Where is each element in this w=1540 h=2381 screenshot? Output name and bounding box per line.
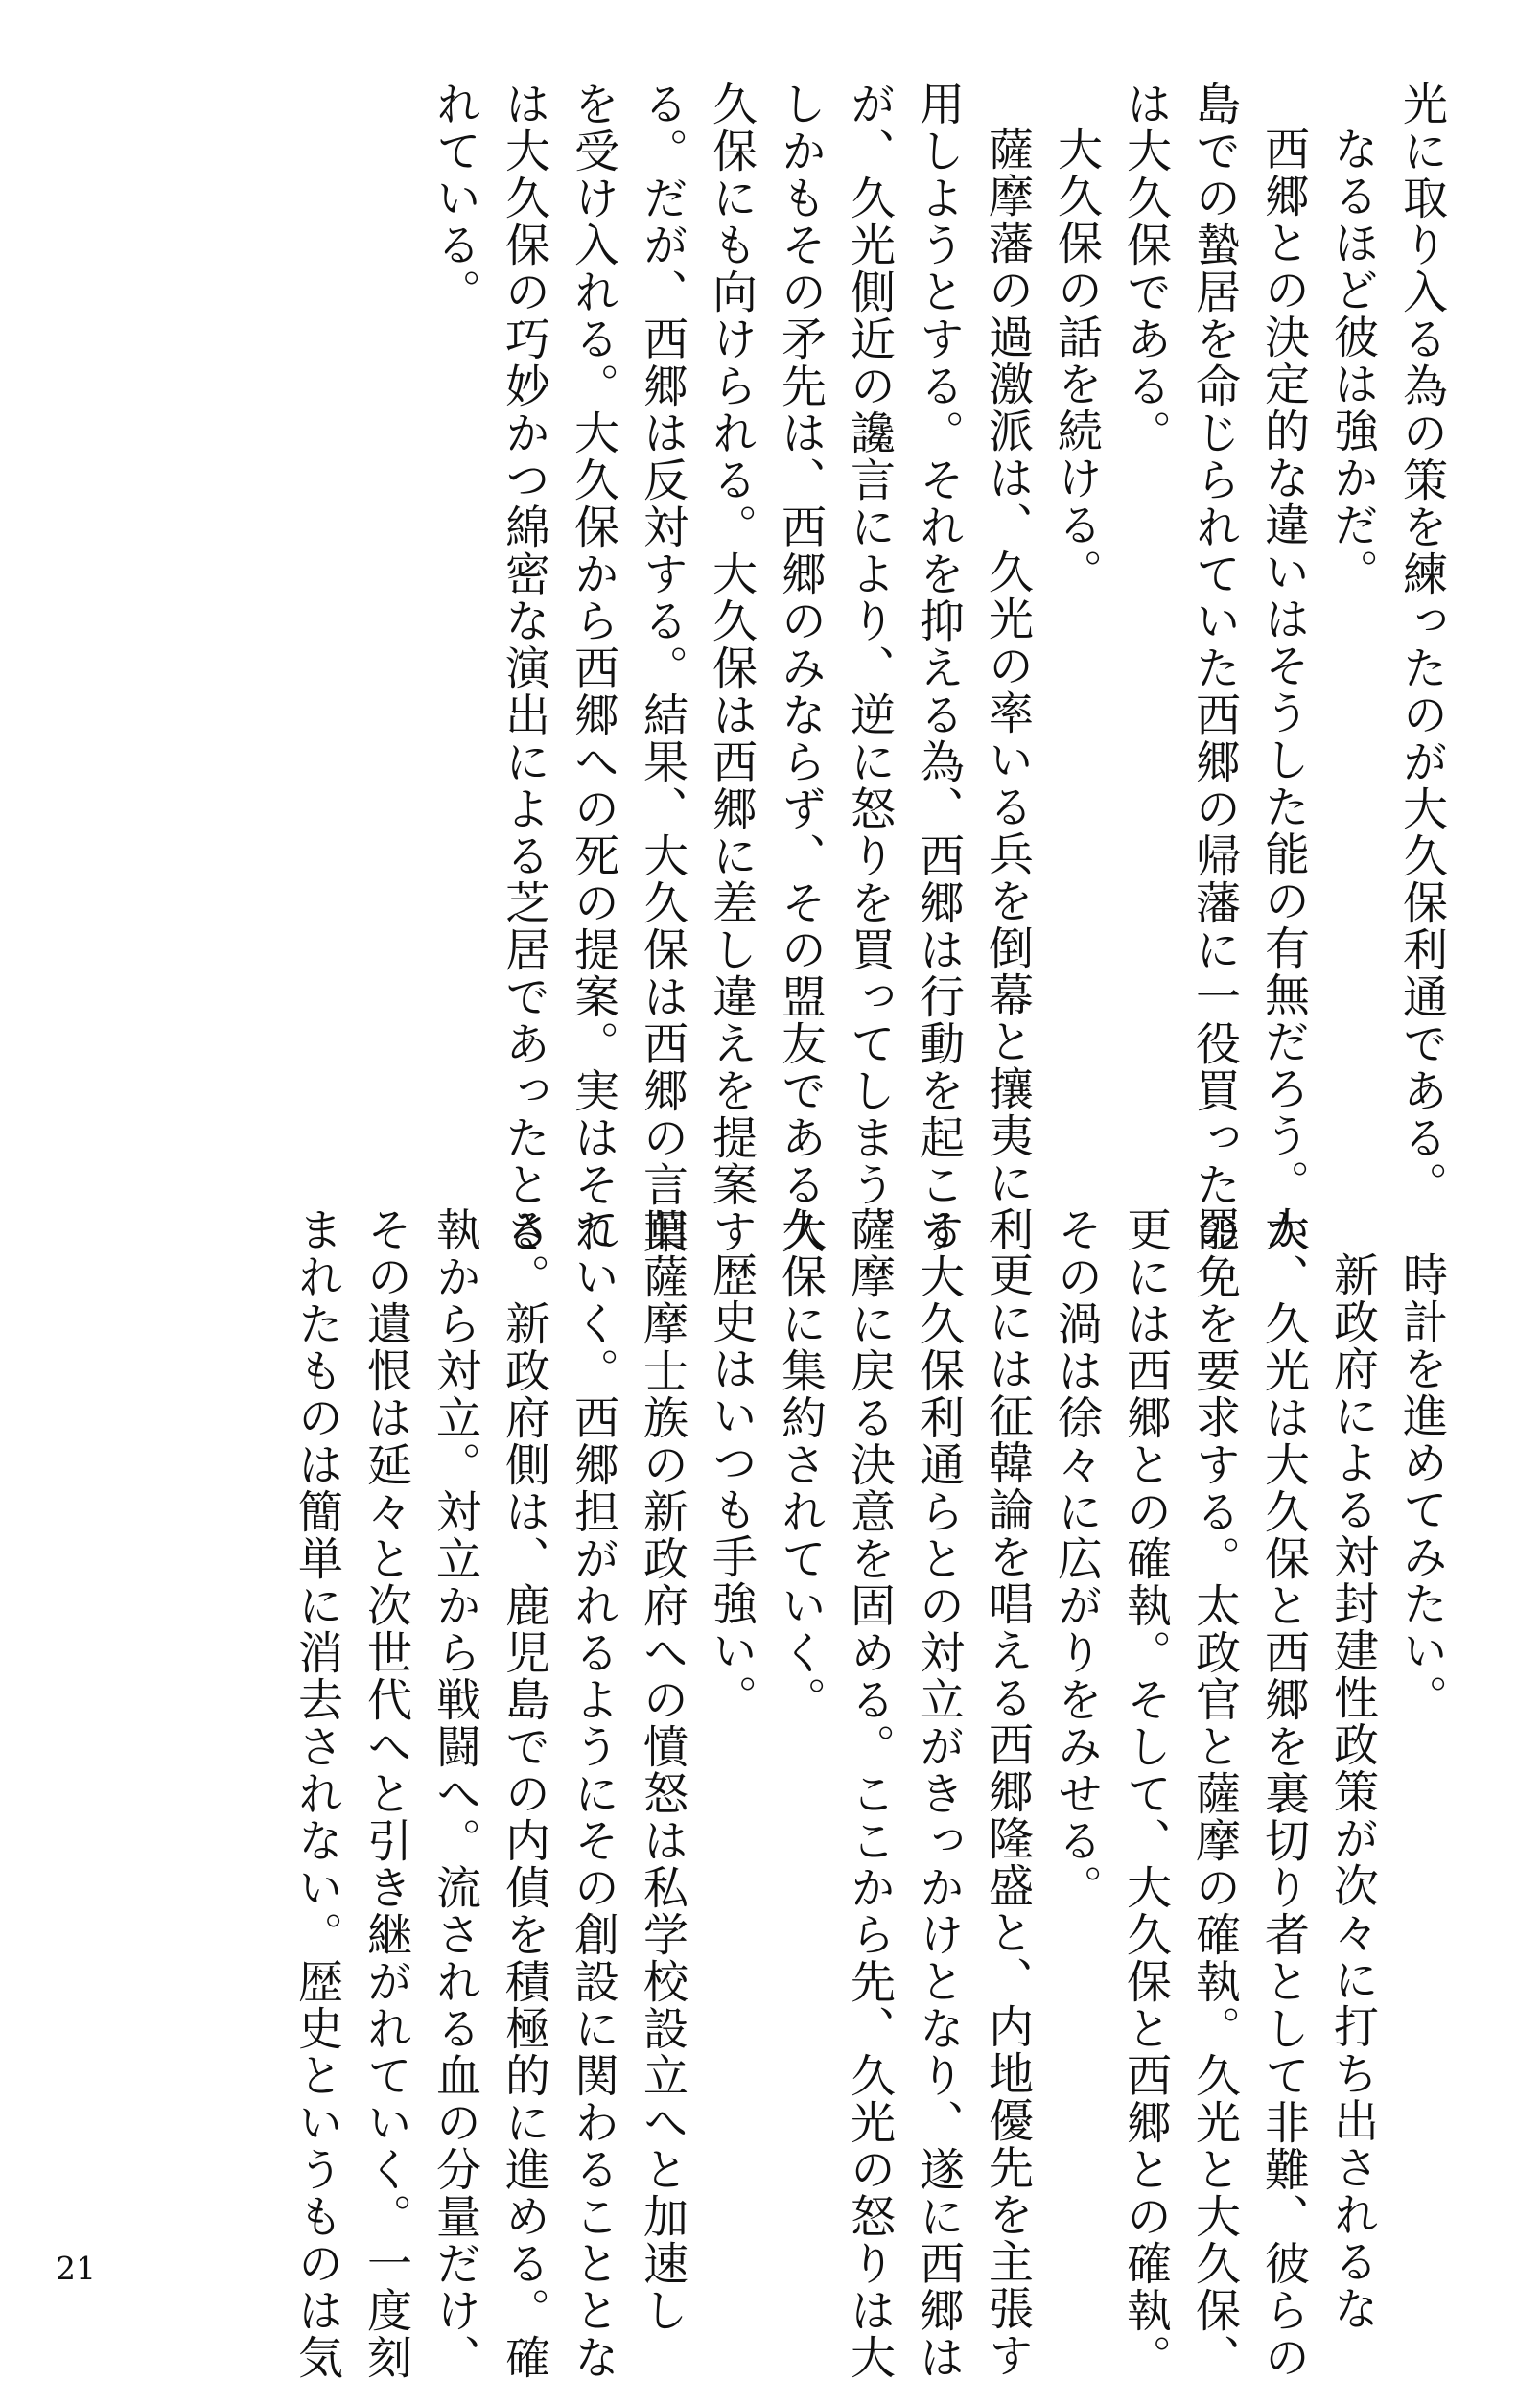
text-line: 大久保の話を続ける。 (1050, 126, 1103, 595)
text-line: その遺恨は延々と次世代へと引き継がれていく。一度刻 (360, 1206, 412, 2381)
text-line: は大久保の巧妙かつ綿密な演出による芝居であったとさ (498, 81, 550, 1255)
text-line: その渦は徐々に広がりをみせる。 (1050, 1206, 1103, 1911)
text-line: が、久光側近の讒言により、逆に怒りを買ってしまう。 (843, 81, 896, 1255)
text-line: 久保に集約されていく。 (774, 1206, 827, 1723)
text-line: を受け入れる。大久保から西郷への死の提案。実はそれ (567, 81, 619, 1255)
text-line: 用しようとする。それを抑える為、西郷は行動を起こす (912, 81, 965, 1255)
upper-text-block (429, 81, 1456, 1255)
text-line: 旧薩摩士族の新政府への憤怒は私学校設立へと加速し (636, 1206, 688, 2334)
page-number: 21 (56, 2250, 96, 2287)
text-line: なるほど彼は強かだ。 (1326, 126, 1379, 595)
text-line: しかもその矛先は、西郷のみならず、その盟友である大 (774, 81, 827, 1255)
text-line: 更には征韓論を唱える西郷隆盛と、内地優先を主張す (981, 1251, 1034, 2379)
text-line: 執から対立。対立から戦闘へ。流される血の分量だけ、 (429, 1206, 481, 2381)
text-line: は大久保である。 (1119, 81, 1172, 456)
text-line: 西郷との決定的な違いはそうした能の有無だろう。大 (1257, 126, 1310, 1253)
text-line: 更には西郷との確執。そして、大久保と西郷との確執。 (1119, 1206, 1172, 2381)
text-line: 島での蟄居を命じられていた西郷の帰藩に一役買ったの (1188, 81, 1241, 1255)
text-line: 罷免を要求する。太政官と薩摩の確執。久光と大久保、 (1188, 1206, 1241, 2381)
text-line: か、久光は大久保と西郷を裏切り者として非難、彼らの (1257, 1206, 1310, 2381)
text-line: 新政府による対封建性政策が次々に打ち出されるな (1326, 1251, 1379, 2332)
text-line: 歴史はいつも手強い。 (705, 1251, 758, 1721)
text-line: る大久保利通らとの対立がきっかけとなり、遂に西郷は (912, 1206, 965, 2381)
text-line: る。新政府側は、鹿児島での内偵を積極的に進める。確 (498, 1206, 550, 2381)
text-line: ていく。西郷担がれるようにその創設に関わることとな (567, 1206, 619, 2381)
text-line: まれたものは簡単に消去されない。歴史というものは気 (291, 1206, 343, 2381)
text-line: 光に取り入る為の策を練ったのが大久保利通である。 (1395, 81, 1448, 1208)
text-line: 久保にも向けられる。大久保は西郷に差し違えを提案す (705, 81, 758, 1255)
text-line: れている。 (429, 81, 481, 315)
text-line: る。だが、西郷は反対する。結果、大久保は西郷の言葉 (636, 81, 688, 1255)
text-line: 薩摩藩の過激派は、久光の率いる兵を倒幕と攘夷に利 (981, 126, 1034, 1253)
text-line: 時計を進めてみたい。 (1395, 1251, 1448, 1721)
text-line: 薩摩に戻る決意を固める。ここから先、久光の怒りは大 (843, 1206, 896, 2381)
